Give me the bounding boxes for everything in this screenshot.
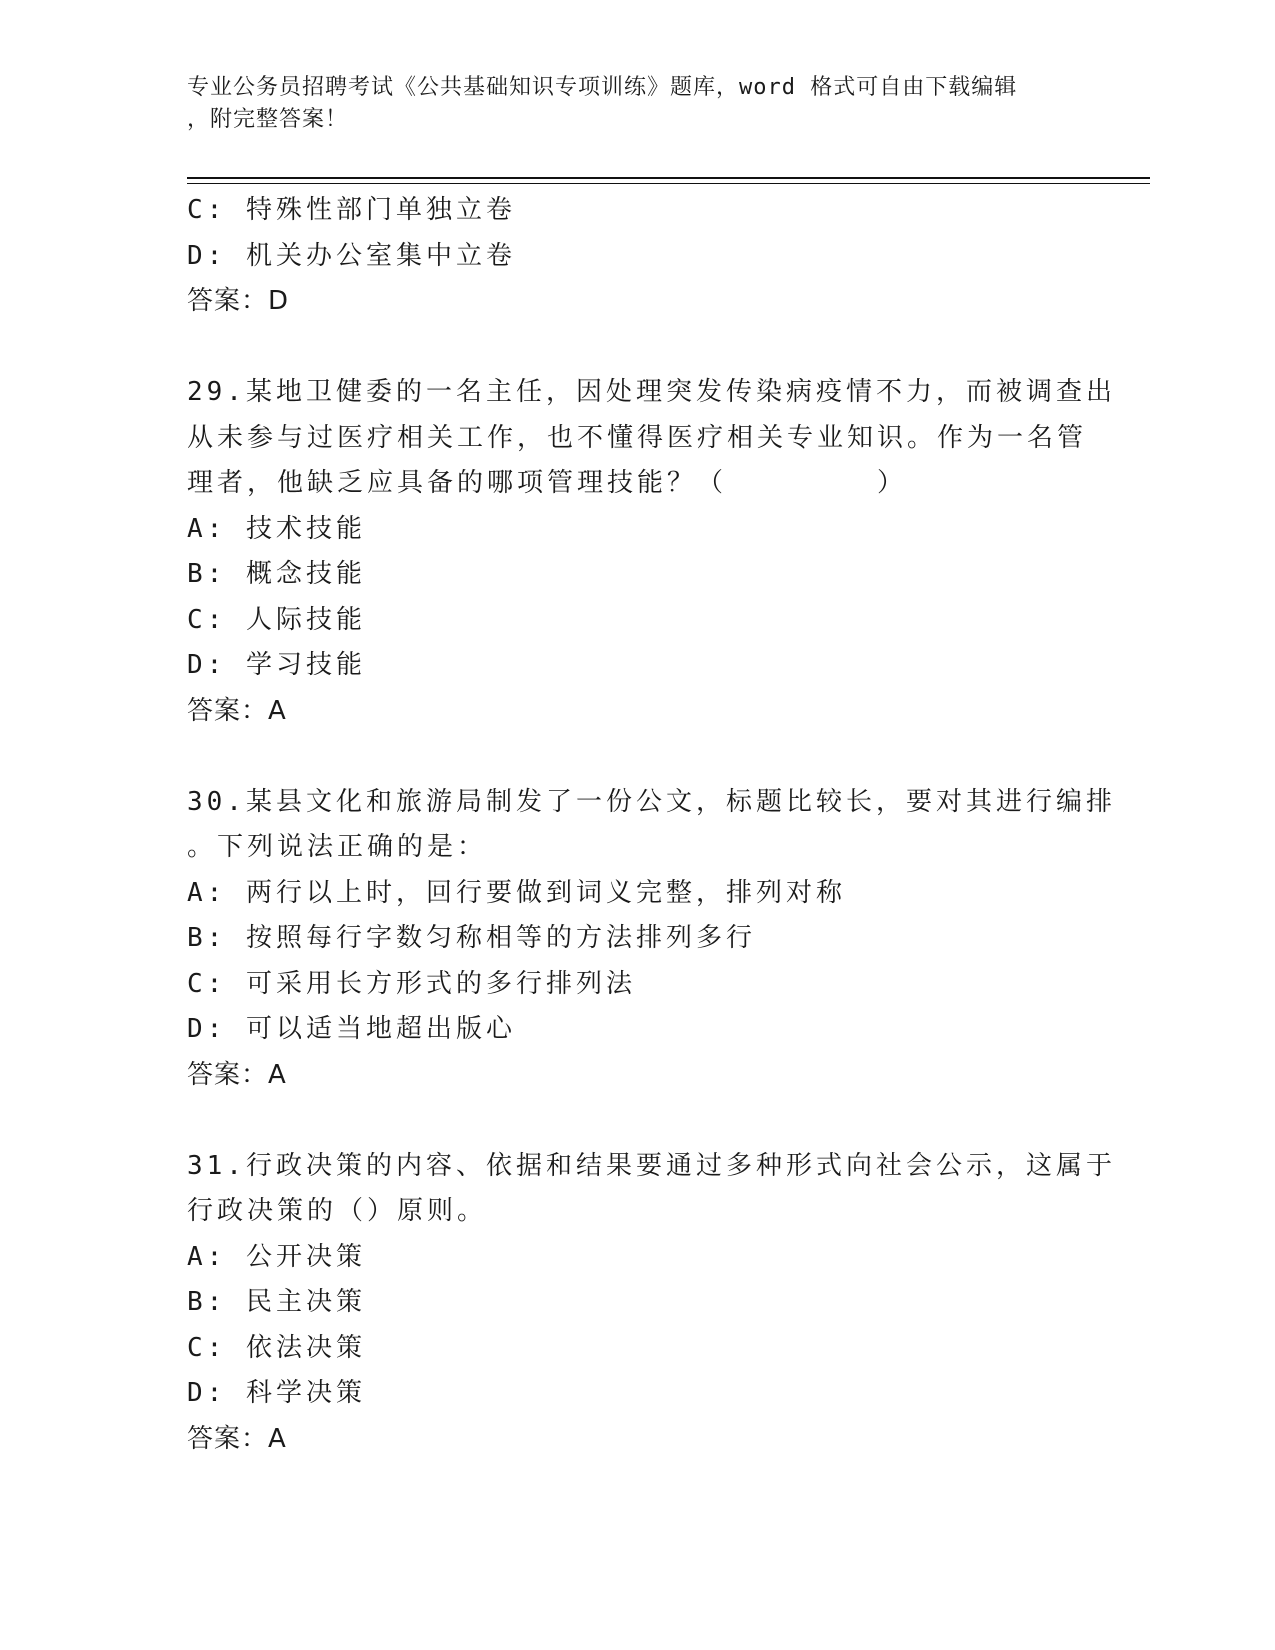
question-31-text-2: 行政决策的（）原则。 xyxy=(187,1196,488,1226)
document-header xyxy=(187,72,1087,136)
question-30-text-2: 。下列说法正确的是： xyxy=(187,832,488,862)
header-divider-thick xyxy=(187,177,1150,179)
question-29-text-1: 29.某地卫健委的一名主任，因处理突发传染病疫情不力，而被调查出 xyxy=(187,377,1116,407)
option-b: B: 按照每行字数匀称相等的方法排列多行 xyxy=(187,923,756,953)
option-c: C: 依法决策 xyxy=(187,1332,366,1363)
option-b: B: 民主决策 xyxy=(187,1287,366,1317)
option-c: C: 人际技能 xyxy=(187,604,366,635)
question-30-text-1: 30.某县文化和旅游局制发了一份公文，标题比较长，要对其进行编排 xyxy=(187,786,1116,817)
question-31-text-1: 31.行政决策的内容、依据和结果要通过多种形式向社会公示，这属于 xyxy=(187,1150,1116,1181)
option-d: D: 科学决策 xyxy=(187,1378,366,1408)
spacer xyxy=(187,1098,1087,1144)
option-c: C: 可采用长方形式的多行排列法 xyxy=(187,968,636,999)
option-d: D: 学习技能 xyxy=(187,650,366,680)
spacer xyxy=(187,325,1087,371)
header-line-2: ，附完整答案！ xyxy=(187,107,349,132)
option-c: C: 特殊性部门单独立卷 xyxy=(187,195,516,225)
question-29-text-3: 理者，他缺乏应具备的哪项管理技能？（ ） xyxy=(187,468,908,498)
answer: 答案：D xyxy=(187,286,290,316)
document-body xyxy=(187,188,1116,1462)
option-a: A: 两行以上时，回行要做到词义完整，排列对称 xyxy=(187,877,846,908)
header-line-1: 专业公务员招聘考试《公共基础知识专项训练》题库，word 格式可自由下载编辑 xyxy=(187,75,1018,100)
spacer xyxy=(187,734,1087,780)
option-a: A: 技术技能 xyxy=(187,513,366,544)
option-b: B: 概念技能 xyxy=(187,559,366,589)
header-divider-thin xyxy=(187,183,1150,184)
answer: 答案：A xyxy=(187,1059,287,1090)
answer: 答案：A xyxy=(187,695,287,726)
option-d: D: 机关办公室集中立卷 xyxy=(187,240,516,271)
answer: 答案：A xyxy=(187,1423,287,1454)
option-a: A: 公开决策 xyxy=(187,1241,366,1272)
question-29-text-2: 从未参与过医疗相关工作，也不懂得医疗相关专业知识。作为一名管 xyxy=(187,422,1088,453)
option-d: D: 可以适当地超出版心 xyxy=(187,1014,516,1044)
